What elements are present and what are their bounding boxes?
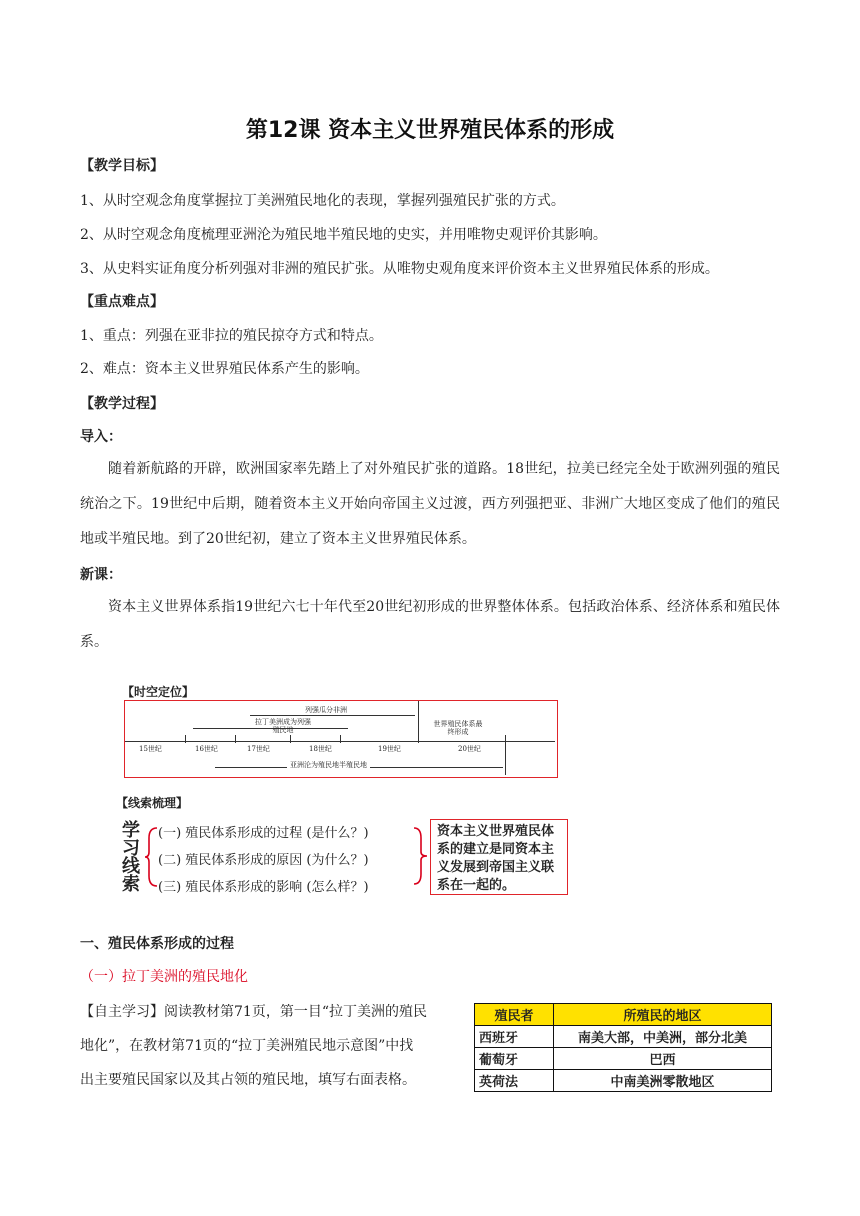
table-row xyxy=(475,1070,772,1092)
bar-africa-label: 列强瓜分非洲 xyxy=(305,706,347,714)
side-char: 索 xyxy=(122,874,140,895)
table-cell: 南美大部，中美洲，部分北美 xyxy=(554,1026,772,1048)
tick-mark xyxy=(185,735,186,743)
side-char: 线 xyxy=(122,856,140,877)
table-cell: 西班牙 xyxy=(475,1026,554,1048)
bar-asia-label: 亚洲沦为殖民地半殖民地 xyxy=(287,761,370,769)
study-line: 出主要殖民国家以及其占领的殖民地，填写右面表格。 xyxy=(80,1072,416,1088)
page-title: 第12课 资本主义世界殖民体系的形成 xyxy=(245,118,615,143)
table-row xyxy=(475,1048,772,1070)
tick-label: 16世纪 xyxy=(195,745,218,753)
table-cell: 英荷法 xyxy=(475,1070,554,1092)
clue-label: 【线索梳理】 xyxy=(116,796,189,810)
objectives-heading: 【教学目标】 xyxy=(80,158,164,174)
timeline-figure xyxy=(124,700,558,778)
study-line: 【自主学习】阅读教材第71页，第一目“拉丁美洲的殖民 xyxy=(80,1004,427,1020)
clue-item: (二) 殖民体系形成的原因 (为什么？) xyxy=(158,853,369,868)
clue-brace xyxy=(144,824,158,890)
section-heading: 一、殖民体系形成的过程 xyxy=(80,936,234,952)
table-cell: 中南美洲零散地区 xyxy=(554,1070,772,1092)
colony-table xyxy=(474,1003,772,1092)
new-lesson-paragraph: 资本主义世界体系指19世纪六七十年代至20世纪初形成的世界整体体系。包括政治体系、经济体系和殖民体系。 xyxy=(80,599,780,650)
bar-latin-label: 拉丁美洲成为列强殖民地 xyxy=(255,718,311,734)
objective-item: 3、从史料实证角度分析列强对非洲的殖民扩张。从唯物史观角度来评价资本主义世界殖民体系的形成。 xyxy=(80,261,719,277)
key-point-item: 1、重点：列强在亚非拉的殖民掠夺方式和特点。 xyxy=(80,328,383,344)
table-cell: 葡萄牙 xyxy=(475,1048,554,1070)
tick-label: 17世纪 xyxy=(247,745,270,753)
table-row xyxy=(475,1026,772,1048)
clue-item: (一) 殖民体系形成的过程 (是什么？) xyxy=(158,826,369,841)
subsection-heading: （一）拉丁美洲的殖民地化 xyxy=(80,969,248,985)
new-lesson-label: 新课： xyxy=(80,567,122,583)
tick-mark xyxy=(418,701,419,743)
tick-mark xyxy=(505,735,506,775)
bar-system-label: 世界殖民体系最终形成 xyxy=(433,720,483,736)
objective-item: 1、从时空观念角度掌握拉丁美洲殖民地化的表现，掌握列强殖民扩张的方式。 xyxy=(80,193,565,209)
clue-right-brace xyxy=(413,826,429,886)
key-point-item: 2、难点：资本主义世界殖民体系产生的影响。 xyxy=(80,361,369,377)
objective-item: 2、从时空观念角度梳理亚洲沦为殖民地半殖民地的史实，并用唯物史观评价其影响。 xyxy=(80,227,607,243)
intro-label: 导入： xyxy=(80,429,122,445)
table-header: 殖民者 xyxy=(475,1004,554,1026)
table-header: 所殖民的地区 xyxy=(554,1004,772,1026)
bar-africa-line xyxy=(250,715,415,716)
key-points-heading: 【重点难点】 xyxy=(80,294,164,310)
side-char: 学 xyxy=(122,820,140,841)
process-heading: 【教学过程】 xyxy=(80,396,164,412)
table-cell: 巴西 xyxy=(554,1048,772,1070)
tick-label: 18世纪 xyxy=(309,745,332,753)
table-header-row xyxy=(475,1004,772,1026)
tick-label: 20世纪 xyxy=(458,745,481,753)
study-line: 地化”，在教材第71页的“拉丁美洲殖民地示意图”中找 xyxy=(80,1038,414,1054)
tick-label: 19世纪 xyxy=(378,745,401,753)
tick-mark xyxy=(235,735,236,743)
tick-mark xyxy=(340,735,341,743)
tick-label: 15世纪 xyxy=(139,745,162,753)
side-char: 习 xyxy=(122,838,140,859)
intro-paragraph: 随着新航路的开辟，欧洲国家率先踏上了对外殖民扩张的道路。18世纪，拉美已经完全处于欧洲列强的殖民统治之下。19世纪中后期，随着资本主义开始向帝国主义过渡，西方列强把亚、非洲广大地区变成了他们的殖民地或半殖民地。到了20世纪初，建立了资本主义世界殖民体系。 xyxy=(80,461,780,547)
clue-summary-box: 资本主义世界殖民体系的建立是同资本主义发展到帝国主义联系在一起的。 xyxy=(430,819,568,895)
clue-item: (三) 殖民体系形成的影响 (怎么样？) xyxy=(158,880,369,895)
tick-mark xyxy=(290,735,291,743)
timeline-label: 【时空定位】 xyxy=(122,685,195,699)
